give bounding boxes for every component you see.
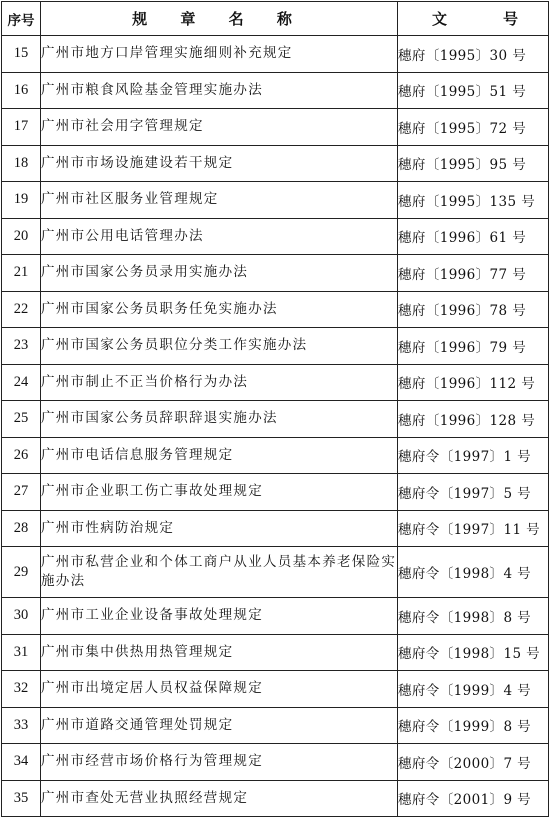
table-row	[2, 145, 549, 182]
row-serial-number: 26	[2, 437, 41, 474]
row-serial-number: 22	[2, 291, 41, 328]
row-regulation-name: 广州市制止不正当价格行为办法	[41, 364, 398, 401]
row-document-number: 穗府〔1995〕135 号	[398, 182, 549, 219]
row-serial-number: 18	[2, 145, 41, 182]
row-document-number: 穗府令〔1998〕8 号	[398, 598, 549, 635]
table-row	[2, 634, 549, 671]
table-row	[2, 437, 549, 474]
row-document-number: 穗府令〔1999〕4 号	[398, 671, 549, 708]
row-regulation-name: 广州市电话信息服务管理规定	[41, 437, 398, 474]
row-regulation-name: 广州市集中供热用热管理规定	[41, 634, 398, 671]
row-serial-number: 21	[2, 255, 41, 292]
row-regulation-name: 广州市社会用字管理规定	[41, 109, 398, 146]
row-document-number: 穗府令〔1997〕5 号	[398, 474, 549, 511]
row-serial-number: 20	[2, 218, 41, 255]
row-serial-number: 23	[2, 328, 41, 365]
header-document-label-right: 号	[502, 10, 518, 28]
row-serial-number: 31	[2, 634, 41, 671]
row-regulation-name: 广州市企业职工伤亡事故处理规定	[41, 474, 398, 511]
row-document-number: 穗府令〔1997〕1 号	[398, 437, 549, 474]
header-document-label-left: 文	[432, 10, 448, 28]
row-document-number: 穗府〔1996〕77 号	[398, 255, 549, 292]
row-regulation-name: 广州市国家公务员录用实施办法	[41, 255, 398, 292]
header-regulation-name: 规 章 名 称	[41, 2, 398, 36]
row-regulation-name: 广州市国家公务员辞职辞退实施办法	[41, 401, 398, 438]
row-regulation-name: 广州市道路交通管理处罚规定	[41, 707, 398, 744]
table-row	[2, 671, 549, 708]
table-header	[2, 2, 549, 36]
table-row	[2, 255, 549, 292]
table-row	[2, 364, 549, 401]
row-document-number: 穗府〔1995〕30 号	[398, 36, 549, 73]
table-row	[2, 36, 549, 73]
table-body	[2, 36, 549, 817]
row-serial-number: 29	[2, 547, 41, 598]
table-row	[2, 401, 549, 438]
row-regulation-name: 广州市市场设施建设若干规定	[41, 145, 398, 182]
row-regulation-name: 广州市经营市场价格行为管理规定	[41, 744, 398, 781]
row-regulation-name: 广州市性病防治规定	[41, 510, 398, 547]
table-row	[2, 291, 549, 328]
header-row	[2, 2, 549, 36]
row-serial-number: 27	[2, 474, 41, 511]
row-regulation-name: 广州市社区服务业管理规定	[41, 182, 398, 219]
row-serial-number: 33	[2, 707, 41, 744]
row-serial-number: 16	[2, 72, 41, 109]
row-document-number: 穗府〔1996〕128 号	[398, 401, 549, 438]
table-row	[2, 72, 549, 109]
row-document-number: 穗府〔1995〕72 号	[398, 109, 549, 146]
row-regulation-name: 广州市国家公务员职位分类工作实施办法	[41, 328, 398, 365]
table-row	[2, 182, 549, 219]
table-row	[2, 547, 549, 598]
row-document-number: 穗府令〔1997〕11 号	[398, 510, 549, 547]
row-document-number: 穗府令〔2001〕9 号	[398, 780, 549, 817]
row-regulation-name: 广州市地方口岸管理实施细则补充规定	[41, 36, 398, 73]
header-serial-number: 序号	[2, 2, 41, 36]
table-row	[2, 707, 549, 744]
row-document-number: 穗府〔1996〕112 号	[398, 364, 549, 401]
row-regulation-name: 广州市公用电话管理办法	[41, 218, 398, 255]
row-document-number: 穗府令〔1998〕4 号	[398, 547, 549, 598]
table-row	[2, 474, 549, 511]
row-regulation-name: 广州市工业企业设备事故处理规定	[41, 598, 398, 635]
row-document-number: 穗府〔1996〕79 号	[398, 328, 549, 365]
table-row	[2, 780, 549, 817]
row-document-number: 穗府〔1995〕51 号	[398, 72, 549, 109]
regulations-table	[1, 1, 549, 817]
table-row	[2, 109, 549, 146]
row-document-number: 穗府〔1996〕78 号	[398, 291, 549, 328]
row-regulation-name: 广州市粮食风险基金管理实施办法	[41, 72, 398, 109]
row-regulation-name: 广州市私营企业和个体工商户从业人员基本养老保险实施办法	[41, 547, 398, 598]
row-serial-number: 19	[2, 182, 41, 219]
row-serial-number: 25	[2, 401, 41, 438]
table-row	[2, 598, 549, 635]
row-document-number: 穗府令〔2000〕7 号	[398, 744, 549, 781]
row-serial-number: 24	[2, 364, 41, 401]
row-serial-number: 17	[2, 109, 41, 146]
header-document-number	[398, 2, 549, 36]
row-serial-number: 32	[2, 671, 41, 708]
row-regulation-name: 广州市出境定居人员权益保障规定	[41, 671, 398, 708]
row-regulation-name: 广州市查处无营业执照经营规定	[41, 780, 398, 817]
row-serial-number: 28	[2, 510, 41, 547]
table-row	[2, 510, 549, 547]
table-row	[2, 328, 549, 365]
row-serial-number: 34	[2, 744, 41, 781]
table-row	[2, 744, 549, 781]
row-document-number: 穗府令〔1998〕15 号	[398, 634, 549, 671]
row-serial-number: 35	[2, 780, 41, 817]
row-document-number: 穗府令〔1999〕8 号	[398, 707, 549, 744]
row-serial-number: 15	[2, 36, 41, 73]
table-row	[2, 218, 549, 255]
row-document-number: 穗府〔1996〕61 号	[398, 218, 549, 255]
row-serial-number: 30	[2, 598, 41, 635]
row-document-number: 穗府〔1995〕95 号	[398, 145, 549, 182]
row-regulation-name: 广州市国家公务员职务任免实施办法	[41, 291, 398, 328]
